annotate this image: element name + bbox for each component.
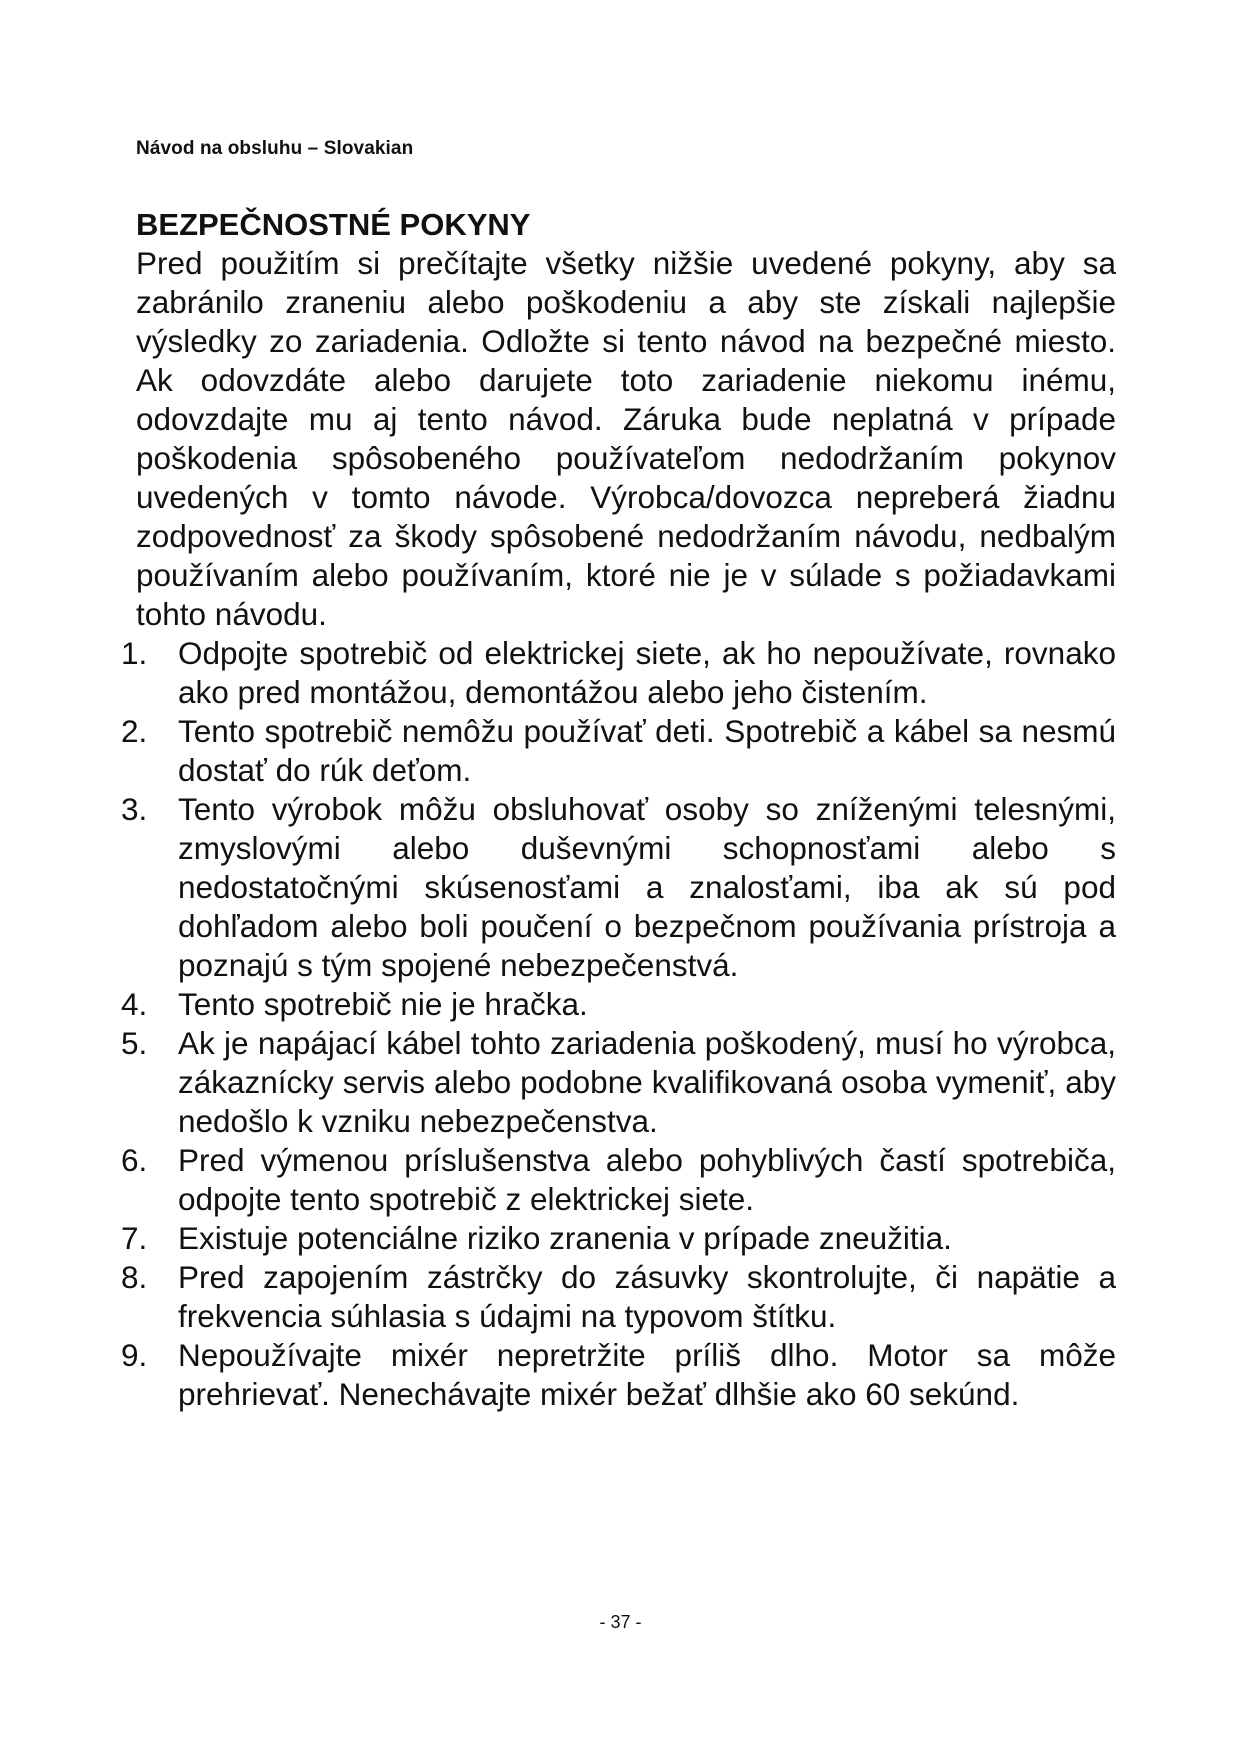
list-item-text: Odpojte spotrebič od elektrickej siete, ak ho nepoužívate, rovnako ako pred montážou, demontážou alebo jeho čistením. (178, 635, 1116, 710)
list-item (121, 1024, 1116, 1141)
safety-instructions-list (121, 634, 1116, 1414)
list-item (121, 790, 1116, 985)
list-item (121, 1336, 1116, 1414)
list-item-text: Ak je napájací kábel tohto zariadenia poškodený, musí ho výrobca, zákaznícky servis alebo podobne kvalifikovaná osoba vymeniť, aby nedošlo k vzniku nebezpečenstva. (178, 1025, 1116, 1139)
list-item-number: 7. (121, 1220, 148, 1256)
list-item-number: 2. (121, 713, 148, 749)
list-item-number: 1. (121, 635, 148, 671)
list-item-text: Nepoužívajte mixér nepretržite príliš dlho. Motor sa môže prehrievať. Nenechávajte mixér bežať dlhšie ako 60 sekúnd. (178, 1337, 1116, 1412)
list-item-text: Tento výrobok môžu obsluhovať osoby so zníženými telesnými, zmyslovými alebo duševnými schopnosťami alebo s nedostatočnými skúsenosťami a znalosťami, iba ak sú pod dohľadom alebo boli poučení o bezpečnom používania prístroja a poznajú s tým spojené nebezpečenstvá. (178, 791, 1116, 983)
list-item (121, 985, 1116, 1024)
safety-section (121, 206, 1116, 1414)
list-item-text: Pred výmenou príslušenstva alebo pohyblivých častí spotrebiča, odpojte tento spotrebič z elektrickej siete. (178, 1142, 1116, 1217)
list-item (121, 712, 1116, 790)
intro-paragraph: Pred použitím si prečítajte všetky nižšie uvedené pokyny, aby sa zabránilo zraneniu alebo poškodeniu a aby ste získali najlepšie výsledky zo zariadenia. Odložte si tento návod na bezpečné miesto. Ak odovzdáte alebo darujete toto zariadenie niekomu inému, odovzdajte mu aj tento návod. Záruka bude neplatná v prípade poškodenia spôsobeného používateľom nedodržaním pokynov uvedených v tomto návode. Výrobca/dovozca nepreberá žiadnu zodpovednosť za škody spôsobené nedodržaním návodu, nedbalým používaním alebo používaním, ktoré nie je v súlade s požiadavkami tohto návodu. (136, 245, 1116, 632)
page-number: - 37 - (599, 1612, 642, 1632)
list-item (121, 1258, 1116, 1336)
list-item-number: 5. (121, 1025, 148, 1061)
list-item-number: 8. (121, 1259, 148, 1295)
section-title: BEZPEČNOSTNÉ POKYNY (136, 207, 531, 242)
list-item (121, 634, 1116, 712)
list-item (121, 1141, 1116, 1219)
list-item-text: Pred zapojením zástrčky do zásuvky skontrolujte, či napätie a frekvencia súhlasia s údajmi na typovom štítku. (178, 1259, 1116, 1334)
list-item (121, 1219, 1116, 1258)
list-item-text: Tento spotrebič nie je hračka. (178, 986, 588, 1022)
list-item-number: 3. (121, 791, 148, 827)
list-item-text: Tento spotrebič nemôžu používať deti. Spotrebič a kábel sa nesmú dostať do rúk deťom. (178, 713, 1116, 788)
list-item-number: 6. (121, 1142, 148, 1178)
list-item-text: Existuje potenciálne riziko zranenia v prípade zneužitia. (178, 1220, 952, 1256)
list-item-number: 4. (121, 986, 148, 1022)
list-item-number: 9. (121, 1337, 148, 1373)
page-header: Návod na obsluhu – Slovakian (136, 138, 414, 159)
